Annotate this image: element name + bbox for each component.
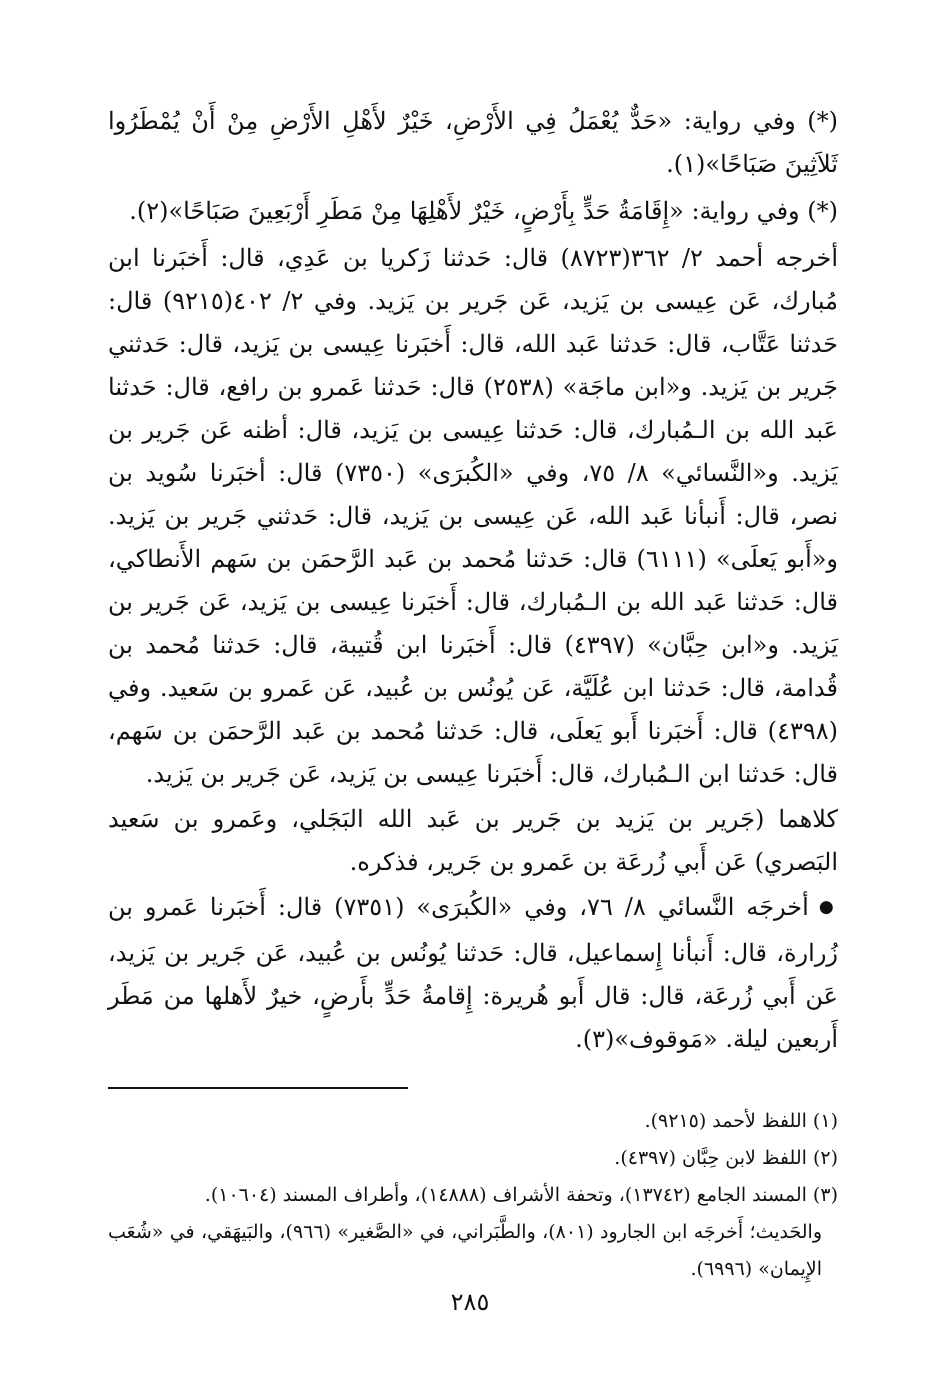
bullet-paragraph xyxy=(108,886,838,1061)
footnotes xyxy=(108,1103,838,1288)
footnote-separator xyxy=(108,1087,408,1089)
narration-1: (*) وفي رواية: «حَدٌّ يُعْمَلُ فِي الأَرْضِ، خَيْرٌ لأَهْلِ الأَرْضِ مِنْ أَنْ يُمْطَرُوا ثَلاَثِينَ صَبَاحًا»(١). xyxy=(108,107,838,178)
takhrij-paragraph: أخرجه أحمد ٢/ ٣٦٢(٨٧٢٣) قال: حَدثنا زَكريا بن عَدِي، قال: أَخبَرنا ابن مُبارك، عَن عِيسى بن يَزيد، عَن جَرير بن يَزيد. وفي ٢/ ٤٠٢(٩٢١٥) قال: حَدثنا عَتَّاب، قال: حَدثنا عَبد الله، قال: أَخبَرنا عِيسى بن يَزيد، قال: حَدثني جَرير بن يَزيد. و«ابن ماجَة» (٢٥٣٨) قال: حَدثنا عَمرو بن رافع، قال: حَدثنا عَبد الله بن الـمُبارك، قال: حَدثنا عِيسى بن يَزيد، قال: أظنه عَن جَرير بن يَزيد. و«النَّسائي» ٨/ ٧٥، وفي «الكُبرَى» (٧٣٥٠) قال: أخبَرنا سُويد بن نصر، قال: أَنبأنا عَبد الله، عَن عِيسى بن يَزيد، قال: حَدثني جَرير بن يَزيد. و«أَبو يَعلَى» (٦١١١) قال: حَدثنا مُحمد بن عَبد الرَّحمَن بن سَهم الأَنطاكي، قال: حَدثنا عَبد الله بن الـمُبارك، قال: أَخبَرنا عِيسى بن يَزيد، عَن جَرير بن يَزيد. و«ابن حِبَّان» (٤٣٩٧) قال: أَخبَرنا ابن قُتيبة، قال: حَدثنا مُحمد بن قُدامة، قال: حَدثنا ابن عُلَيَّة، عَن يُونُس بن عُبيد، عَن عَمرو بن سَعيد. وفي (٤٣٩٨) قال: أَخبَرنا أَبو يَعلَى، قال: حَدثنا مُحمد بن عَبد الرَّحمَن بن سَهم، قال: حَدثنا ابن الـمُبارك، قال: أَخبَرنا عِيسى بن يَزيد، عَن جَرير بن يَزيد. xyxy=(108,244,839,788)
footnote-3-continuation: والحَديث؛ أَخرجَه ابن الجارود (٨٠١)، والطَّبَراني، في «الصَّغير» (٩٦٦)، والبَيهَقي، في «شُعَب الإِيمان» (٦٩٩٦). xyxy=(108,1221,822,1280)
page-number: ٢٨٥ xyxy=(450,1288,490,1316)
footnote-1: (١) اللفظ لأحمد (٩٢١٥). xyxy=(644,1110,838,1132)
narration-2: (*) وفي رواية: «إِقَامَةُ حَدٍّ بِأَرْضٍ، خَيْرٌ لأَهْلِهَا مِنْ مَطَرِ أَرْبَعِينَ صَبَاحًا»(٢). xyxy=(129,197,838,225)
footnote-2: (٢) اللفظ لابن حِبَّان (٤٣٩٧). xyxy=(614,1147,838,1169)
summary-paragraph: كلاهما (جَرير بن يَزيد بن جَرير بن عَبد الله البَجَلي، وعَمرو بن سَعيد البَصري) عَن أَبي زُرعَة بن عَمرو بن جَرير، فذكره. xyxy=(108,805,838,876)
footnote-3: (٣) المسند الجامع (١٣٧٤٢)، وتحفة الأشراف (١٤٨٨٨)، وأطراف المسند (١٠٦٠٤). xyxy=(204,1184,838,1206)
bullet-text: أخرجَه النَّسائي ٨/ ٧٦، وفي «الكُبرَى» (٧٣٥١) قال: أَخبَرنا عَمرو بن زُرارة، قال: أَنبأنا إِسماعيل، قال: حَدثنا يُونُس بن عُبيد، عَن جَرير بن يَزيد، عَن أَبي زُرعَة، قال: قال أَبو هُريرة: إِقامةُ حَدٍّ بأَرضٍ، خيرٌ لأَهلها من مَطَر أَربعين ليلة. «مَوقوف»(٣). xyxy=(108,893,838,1053)
main-text xyxy=(108,100,838,1061)
